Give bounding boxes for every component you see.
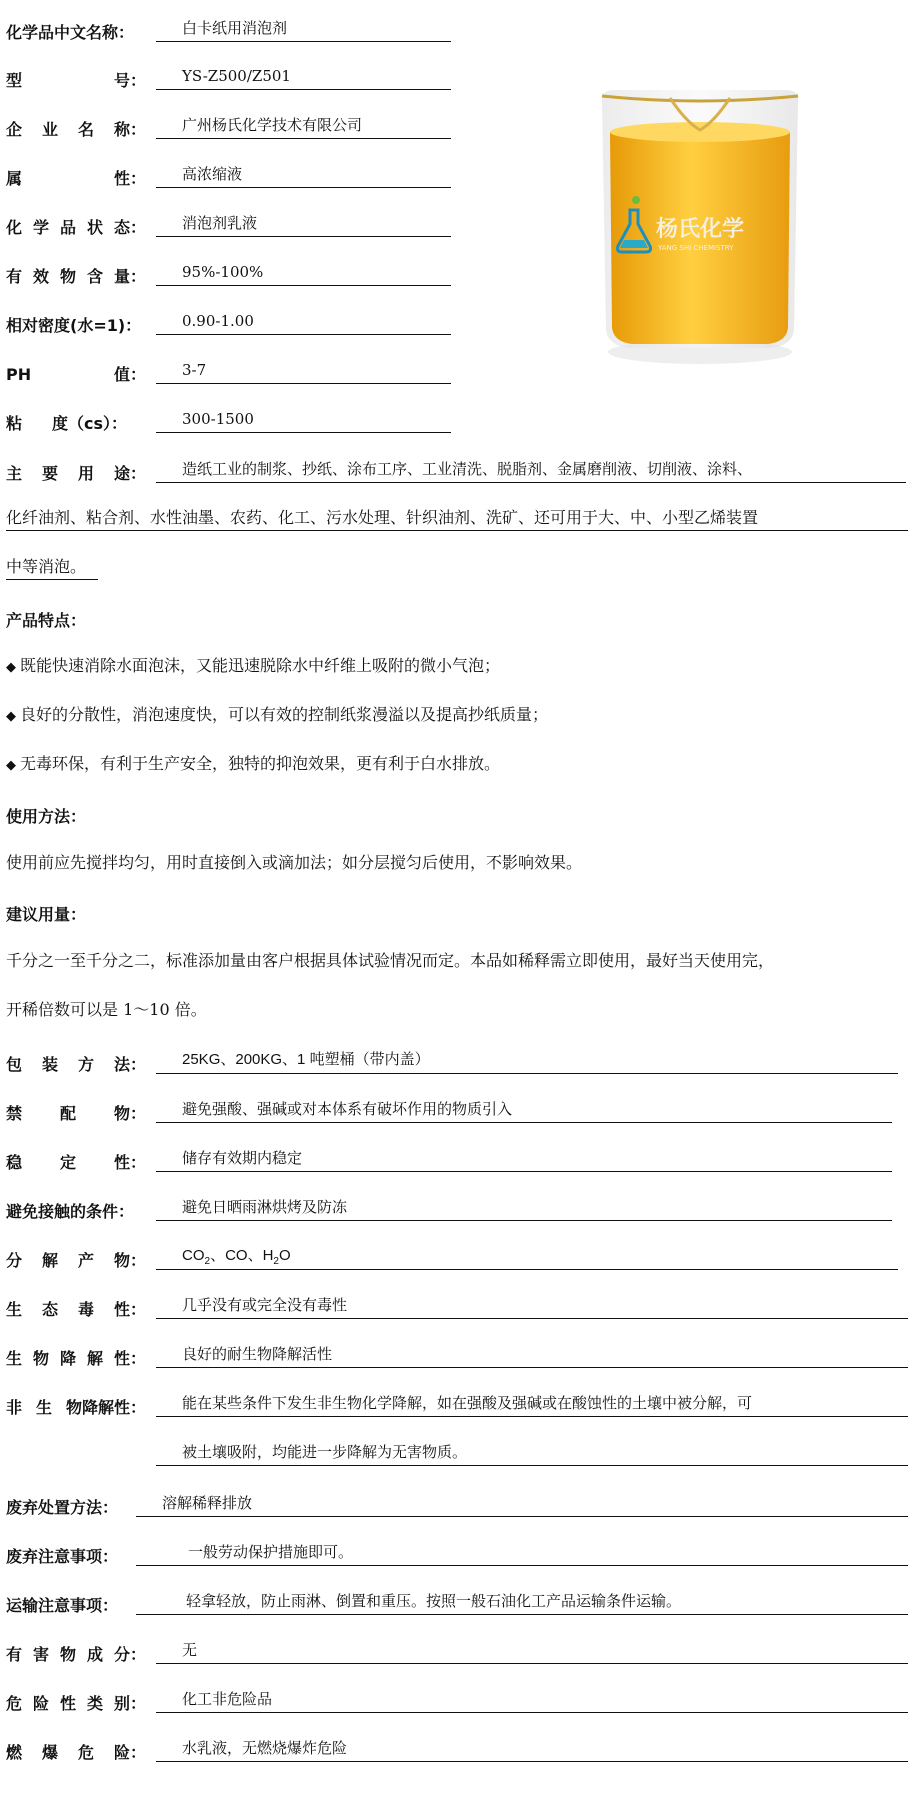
spec-label-content: 有 效 物 含 量： [6,267,146,286]
spec-row-chemical-name [6,14,134,44]
row-transport-note [6,1587,118,1617]
product-beaker-image [590,70,810,370]
usage-line-1: 造纸工业的制浆、抄纸、涂布工序、工业清洗、脱脂剂、金属磨削液、切削液、涂料、 [156,457,906,483]
brand-name-en: YANG SHI CHEMISTRY [658,244,734,252]
spec-row-density [6,307,141,337]
dosage-line-1: 千分之一至千分之二，标准添加量由客户根据具体试验情况而定。本品如稀释需立即使用，最好当天使用完， [6,951,775,970]
value-avoid: 避免日晒雨淋烘烤及防冻 [156,1195,892,1221]
spec-value-density: 0.90-1.00 [156,309,451,335]
bullet-diamond-icon: ◆ [6,758,16,773]
spec-label-attribute: 属 性： [6,169,146,188]
usage-line-2: 化纤油剂、粘合剂、水性油墨、农药、化工、污水处理、针织油剂、洗矿、还可用于大、中、小型乙烯装置 [6,506,908,531]
spec-label: 化学品中文名称： [6,23,135,42]
value-biodegradability: 良好的耐生物降解活性 [156,1342,908,1368]
spec-value: 白卡纸用消泡剂 [156,16,451,42]
feature-item: ◆ 无毒环保，有利于生产安全，独特的抑泡效果，更有利于白水排放。 [6,754,501,773]
dosage-heading: 建议用量： [6,905,87,924]
bullet-diamond-icon: ◆ [6,709,16,724]
label-hazardous: 有 害 物 成 分： [6,1645,146,1664]
spec-value-attribute: 高浓缩液 [156,162,451,188]
label-avoid: 避免接触的条件： [6,1202,135,1221]
value-hazard-class: 化工非危险品 [156,1687,908,1713]
method-text: 使用前应先搅拌均匀，用时直接倒入或滴加法；如分层搅匀后使用，不影响效果。 [6,853,583,872]
label-decomposition: 分 解 产 物： [6,1251,146,1270]
feature-item: ◆ 良好的分散性，消泡速度快，可以有效的控制纸浆漫溢以及提高抄纸质量； [6,705,549,724]
value-disposal-note: 一般劳动保护措施即可。 [136,1540,908,1566]
feature-item: ◆ 既能快速消除水面泡沫，又能迅速脱除水中纤维上吸附的微小气泡； [6,656,501,675]
brand-name: 杨氏化学 [656,217,745,242]
label-ecotoxicity: 生 态 毒 性： [6,1300,146,1319]
spec-label-viscosity: 粘 度（cs）： [6,414,128,433]
spec-label-state: 化 学 品 状 态： [6,218,146,237]
spec-value-model: YS-Z500/Z501 [156,64,451,90]
label-disposal: 废弃处置方法： [6,1498,119,1517]
value-decomposition: $CO_2$、CO、$H_2O$ [156,1244,898,1270]
spec-label-usage: 主 要 用 途： [6,464,146,483]
value-packaging: 25KG、200KG、1 吨塑桶（带内盖） [156,1048,898,1074]
spec-value-content: 95%-100% [156,260,451,286]
label-stability: 稳 定 性： [6,1153,146,1172]
row-avoid [6,1193,134,1223]
bullet-diamond-icon: ◆ [6,660,16,675]
spec-value-state: 消泡剂乳液 [156,211,451,237]
spec-label-density: 相对密度(水=1)： [6,316,142,335]
dosage-line-2: 开稀倍数可以是 1～10 倍。 [6,1000,207,1019]
value-abiotic-line-2: 被土壤吸附，均能进一步降解为无害物质。 [156,1440,908,1466]
label-explosion: 燃 爆 危 险： [6,1743,146,1762]
value-incompatible: 避免强酸、强碱或对本体系有破坏作用的物质引入 [156,1097,892,1123]
value-hazardous: 无 [156,1638,908,1664]
method-heading: 使用方法： [6,807,87,826]
value-ecotoxicity: 几乎没有或完全没有毒性 [156,1293,908,1319]
spec-value-company: 广州杨氏化学技术有限公司 [156,113,451,139]
value-explosion: 水乳液，无燃烧爆炸危险 [156,1736,908,1762]
value-transport-note: 轻拿轻放，防止雨淋、倒置和重压。按照一般石油化工产品运输条件运输。 [136,1589,908,1615]
label-transport-note: 运输注意事项： [6,1596,119,1615]
label-hazard-class: 危 险 性 类 别： [6,1694,146,1713]
spec-label-company: 企 业 名 称： [6,120,146,139]
value-disposal: 溶解稀释排放 [136,1491,908,1517]
usage-line-3: 中等消泡。 [6,555,98,580]
row-disposal [6,1489,118,1519]
label-biodegradability: 生 物 降 解 性： [6,1349,146,1368]
value-abiotic-line-1: 能在某些条件下发生非生物化学降解，如在强酸及强碱或在酸蚀性的土壤中被分解，可 [156,1391,908,1417]
label-packaging: 包 装 方 法： [6,1055,146,1074]
label-incompatible: 禁 配 物： [6,1104,146,1123]
spec-label-ph: PH 值： [6,365,146,384]
features-heading: 产品特点： [6,611,87,630]
liquid-surface [610,122,790,142]
label-disposal-note: 废弃注意事项： [6,1547,119,1566]
spec-value-ph: 3-7 [156,358,451,384]
spec-value-viscosity: 300-1500 [156,407,451,433]
value-stability: 储存有效期内稳定 [156,1146,892,1172]
row-disposal-note [6,1538,118,1568]
spec-label-model: 型 号： [6,71,146,90]
label-abiotic: 非 生 物降解性： [6,1398,146,1417]
